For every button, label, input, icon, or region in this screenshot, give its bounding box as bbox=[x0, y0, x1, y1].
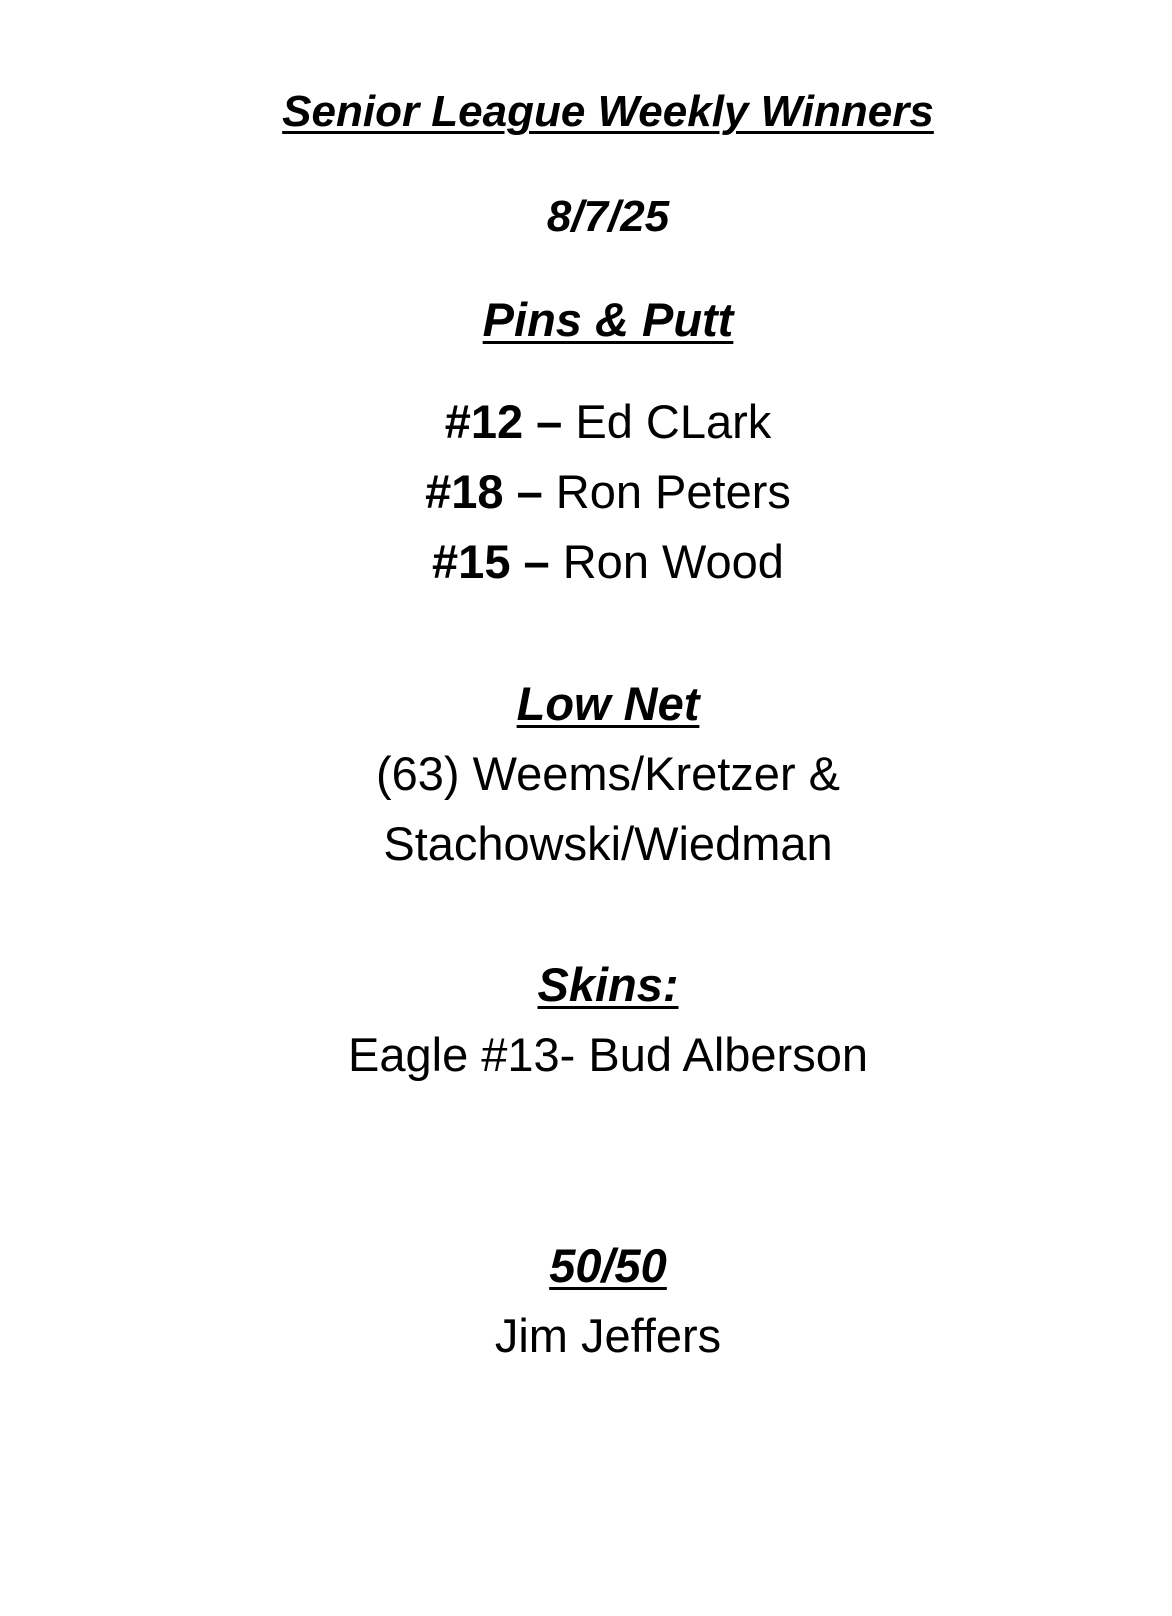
pins-putt-heading: Pins & Putt bbox=[482, 293, 734, 346]
low-net-heading: Low Net bbox=[516, 677, 700, 730]
fifty-fifty-line: Jim Jeffers bbox=[494, 1309, 722, 1362]
event-date: 8/7/25 bbox=[546, 192, 670, 241]
hole-number: #15 – bbox=[432, 535, 550, 588]
hole-number: #18 – bbox=[425, 465, 543, 518]
low-net-line: (63) Weems/Kretzer & bbox=[375, 747, 841, 800]
winner-name: Ed CLark bbox=[575, 395, 772, 448]
pins-putt-winner bbox=[22, 535, 1172, 588]
page-title: Senior League Weekly Winners bbox=[282, 87, 934, 136]
winner-name: Ron Peters bbox=[555, 465, 791, 518]
winner-name: Ron Wood bbox=[562, 535, 784, 588]
pins-putt-winner bbox=[22, 395, 1172, 448]
pins-putt-winner bbox=[22, 465, 1172, 518]
low-net-line: Stachowski/Wiedman bbox=[383, 817, 833, 870]
skins-line: Eagle #13- Bud Alberson bbox=[348, 1028, 868, 1081]
skins-heading: Skins: bbox=[537, 958, 679, 1011]
hole-number: #12 – bbox=[444, 395, 563, 448]
fifty-fifty-heading: 50/50 bbox=[549, 1239, 667, 1292]
